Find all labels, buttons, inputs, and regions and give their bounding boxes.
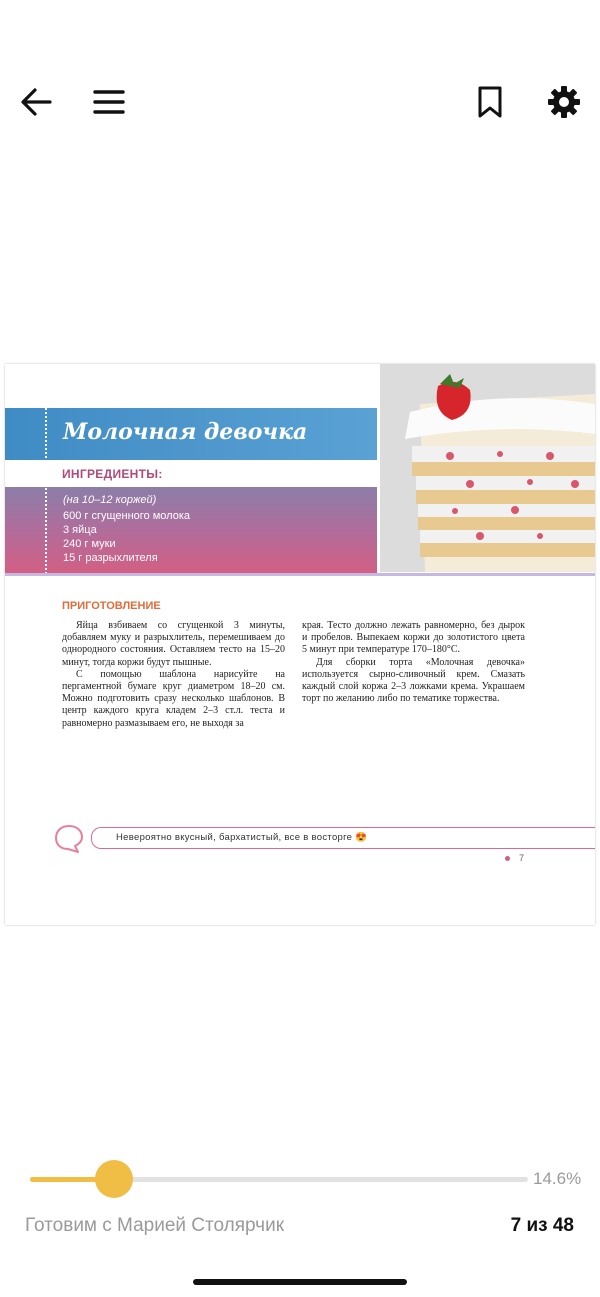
preparation-column-1: [62, 620, 285, 730]
preparation-column-2: [302, 620, 525, 705]
book-title: Готовим с Марией Столярчик: [25, 1215, 285, 1236]
back-arrow-icon: [18, 84, 54, 120]
ingredient-item: 3 яйца: [63, 524, 97, 536]
page-indicator: 7 из 48: [510, 1215, 574, 1236]
progress-percent: 14.6%: [533, 1169, 582, 1188]
home-indicator[interactable]: [193, 1279, 407, 1285]
page-number: 7: [519, 853, 525, 863]
section-divider: [5, 573, 595, 576]
ingredients-box: [5, 487, 377, 573]
ingredients-heading: ИНГРЕДИЕНТЫ:: [62, 467, 163, 481]
progress-slider-handle[interactable]: [95, 1160, 133, 1198]
review-note-text: Невероятно вкусный, бархатистый, все в восторге 😍: [116, 832, 368, 843]
cake-photo: [380, 364, 595, 572]
settings-button[interactable]: [542, 80, 586, 124]
recipe-title-band: [5, 408, 377, 460]
bookmark-button[interactable]: [468, 80, 512, 124]
preparation-paragraph: Яйца взбиваем со сгущенкой 3 минуты, добавляем муку и разрыхлитель, перемешиваем до однородного состояния. Оставляем тесто на 15–20 минут, тогда коржи будут пышные.: [62, 620, 285, 668]
menu-button[interactable]: [87, 80, 131, 124]
book-page[interactable]: [5, 364, 595, 925]
review-note: [91, 827, 595, 849]
settings-gear-icon: [546, 84, 582, 120]
preparation-paragraph: С помощью шаблона нарисуйте на пергаментной бумаге круг диаметром 18–20 см. Можно подготовить сразу несколько шаблонов. В центр каждого круга кладем 2–3 ст.л. теста и равномерно размазываем его, не выходя за: [62, 668, 285, 729]
preparation-paragraph: Для сборки торта «Молочная девочка» используется сырно-сливочный крем. Смазать каждый слой коржа 2–3 ложками крема. Украшаем торт по желанию либо по тематике торжества.: [302, 656, 525, 705]
bookmark-icon: [472, 84, 508, 120]
page-number-dot: [505, 856, 510, 861]
preparation-paragraph: края. Тесто должно лежать равномерно, без дырок и пробелов. Выпекаем коржи до золотистого цвета 5 минут при температуре 170–180°С.: [302, 620, 525, 656]
ingredients-serving: (на 10–12 коржей): [63, 494, 157, 506]
preparation-heading: ПРИГОТОВЛЕНИЕ: [62, 600, 161, 612]
menu-icon: [91, 84, 127, 120]
speech-bubble-icon: [53, 822, 85, 854]
ingredient-item: 600 г сгущенного молока: [63, 510, 191, 522]
ingredient-item: 240 г муки: [63, 538, 116, 550]
recipe-title: Молочная девочка: [63, 419, 308, 445]
ingredient-item: 15 г разрыхлителя: [63, 552, 158, 564]
back-button[interactable]: [14, 80, 58, 124]
dotted-divider: [45, 408, 47, 574]
